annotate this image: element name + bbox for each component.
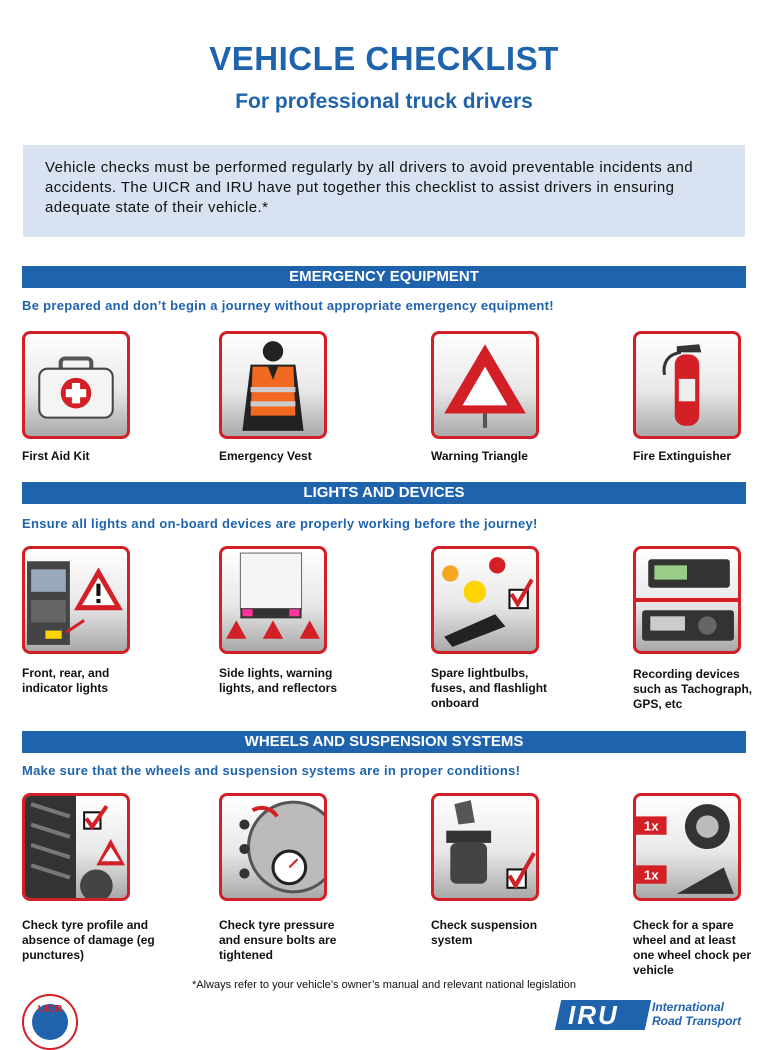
side-lights-icon [219,546,327,654]
spare-wheel-chock-icon [633,793,741,901]
emergency-vest-icon [219,331,327,439]
caption-tyre-profile: Check tyre profile and absence of damage (eg punctures) [22,918,155,962]
caption-warning-triangle: Warning Triangle [431,449,528,463]
caption-spare-wheel: Check for a spare wheel and at least one wheel chock per vehicle [633,918,752,977]
caption-first-aid-kit: First Aid Kit [22,449,90,463]
lightbulbs-flashlight-icon [431,546,539,654]
caption-emergency-vest: Emergency Vest [219,449,312,463]
tyre-profile-icon [22,793,130,901]
caption-suspension: Check suspension system [431,918,538,947]
caption-spare-lightbulbs: Spare lightbulbs, fuses, and flashlight onboard [431,666,548,710]
svg-text:UICR: UICR [37,1004,63,1015]
warning-triangle-icon [431,331,539,439]
section-heading-lights: LIGHTS AND DEVICES [22,482,746,504]
caption-recording-devices: Recording devices such as Tachograph, GPS, etc [633,667,753,711]
spare-wheel-badge: 1x [643,818,659,834]
page-subtitle: For professional truck drivers [235,90,533,113]
page-title: VEHICLE CHECKLIST [209,40,559,77]
intro-text: Vehicle checks must be performed regularly by all drivers to avoid preventable incidents and accidents. The UICR and IRU have put together this checklist to assist drivers in ensuring adequate state of their vehicle.* [23,145,745,237]
tyre-pressure-icon [219,793,327,901]
caption-tyre-pressure: Check tyre pressure and ensure bolts are tightened [219,918,337,962]
section-heading-wheels: WHEELS AND SUSPENSION SYSTEMS [22,731,746,753]
caption-front-rear-lights: Front, rear, and indicator lights [22,666,110,695]
truck-lights-icon [22,546,130,654]
tachograph-icon [633,546,741,654]
section-heading-emergency: EMERGENCY EQUIPMENT [22,266,746,288]
wheel-chock-badge: 1x [643,867,659,883]
iru-logo-text: IRU [568,1000,619,1030]
fire-extinguisher-icon [633,331,741,439]
caption-side-lights: Side lights, warning lights, and reflectors [219,666,338,695]
section-note-lights: Ensure all lights and on-board devices are properly working before the journey! [22,516,538,531]
suspension-icon [431,793,539,901]
caption-fire-extinguisher: Fire Extinguisher [633,449,732,463]
section-note-emergency: Be prepared and don’t begin a journey without appropriate emergency equipment! [22,298,554,313]
first-aid-kit-icon [22,331,130,439]
section-note-wheels: Make sure that the wheels and suspension systems are in proper conditions! [22,763,521,778]
uicr-logo [22,994,78,1050]
iru-name: International Road Transport [652,1000,742,1028]
footnote: *Always refer to your vehicle’s owner’s manual and relevant national legislation [192,979,576,991]
